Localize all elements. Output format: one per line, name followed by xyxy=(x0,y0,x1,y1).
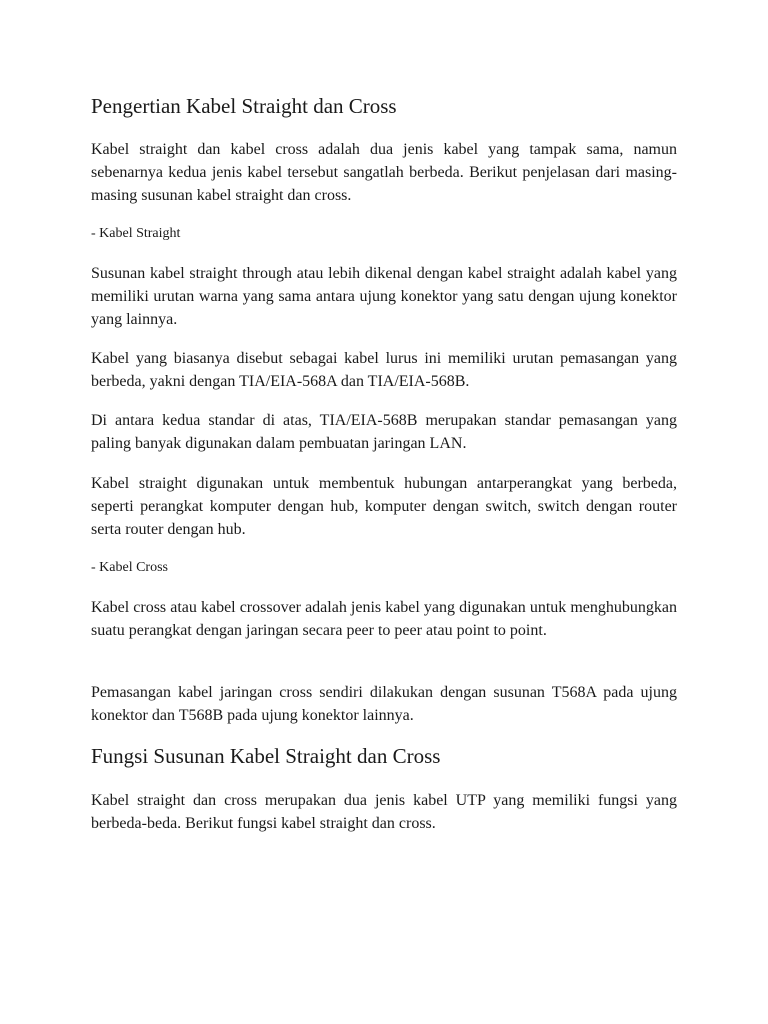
page-title: Pengertian Kabel Straight dan Cross xyxy=(91,94,397,118)
straight-paragraph-3: Di antara kedua standar di atas, TIA/EIA-568B merupakan standar pemasangan yang paling banyak digunakan dalam pembuatan jaringan LAN. xyxy=(91,412,677,452)
cross-paragraph-2: Pemasangan kabel jaringan cross sendiri dilakukan dengan susunan T568A pada ujung konektor dan T568B pada ujung konektor lainnya. xyxy=(91,684,677,724)
cross-paragraph-1: Kabel cross atau kabel crossover adalah jenis kabel yang digunakan untuk menghubungkan suatu perangkat dengan jaringan secara peer to peer atau point to point. xyxy=(91,599,677,639)
subheading-kabel-straight: - Kabel Straight xyxy=(91,226,181,241)
fungsi-paragraph-1: Kabel straight dan cross merupakan dua jenis kabel UTP yang memiliki fungsi yang berbeda-beda. Berikut fungsi kabel straight dan cross. xyxy=(91,792,677,832)
subheading-kabel-cross: - Kabel Cross xyxy=(91,560,168,575)
straight-paragraph-4: Kabel straight digunakan untuk membentuk hubungan antarperangkat yang berbeda, seperti perangkat komputer dengan hub, komputer dengan switch, switch dengan router serta router dengan hub. xyxy=(91,475,677,538)
intro-paragraph: Kabel straight dan kabel cross adalah dua jenis kabel yang tampak sama, namun sebenarnya kedua jenis kabel tersebut sangatlah berbeda. Berikut penjelasan dari masing-masing susunan kabel straight dan cross. xyxy=(91,141,677,204)
straight-paragraph-2: Kabel yang biasanya disebut sebagai kabel lurus ini memiliki urutan pemasangan yang berbeda, yakni dengan TIA/EIA-568A dan TIA/EIA-568B. xyxy=(91,350,677,390)
straight-paragraph-1: Susunan kabel straight through atau lebih dikenal dengan kabel straight adalah kabel yang memiliki urutan warna yang sama antara ujung konektor yang satu dengan ujung konektor yang lainnya. xyxy=(91,265,677,328)
section-heading-fungsi: Fungsi Susunan Kabel Straight dan Cross xyxy=(91,744,441,768)
